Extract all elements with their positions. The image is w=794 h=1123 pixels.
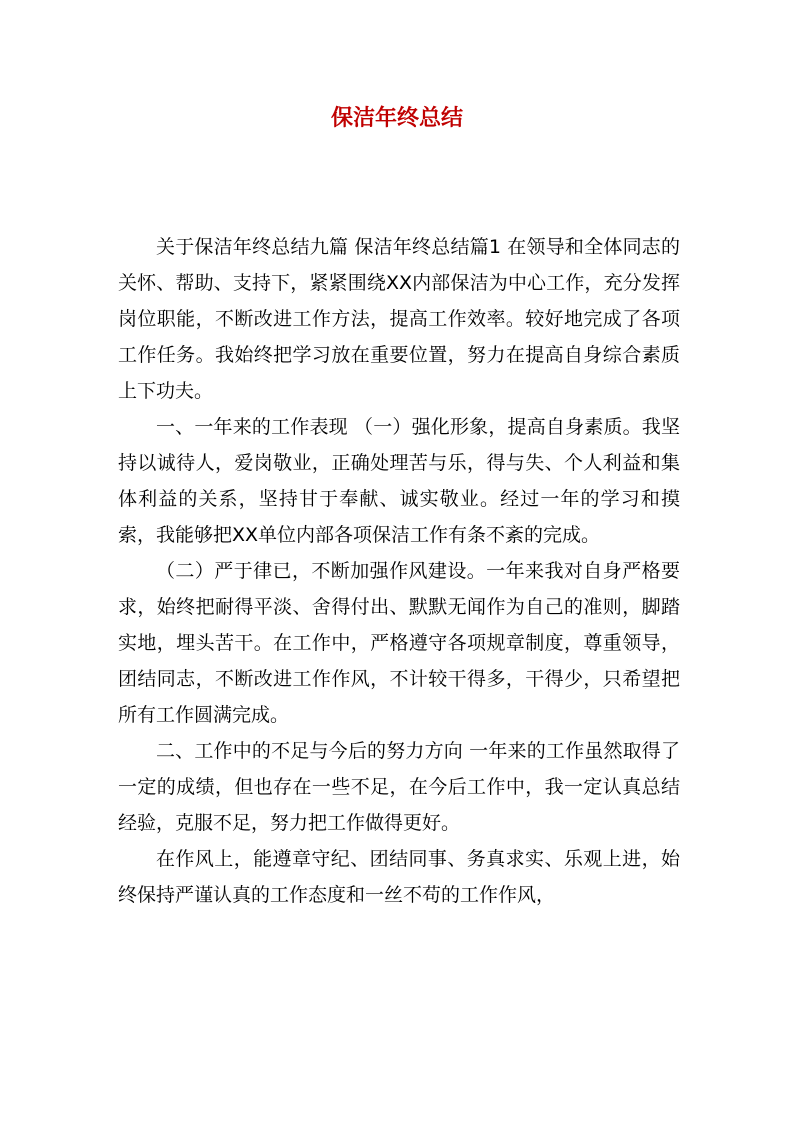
paragraph-section-two: 二、工作中的不足与今后的努力方向 一年来的工作虽然取得了一定的成绩，但也存在一些不足，在今后工作中，我一定认真总结经验，克服不足，努力把工作做得更好。 — [118, 740, 680, 834]
document-body — [118, 229, 680, 913]
paragraph-section-one: 一、一年来的工作表现 （一）强化形象，提高自身素质。我坚持以诚待人，爱岗敬业，正确处理苦与乐，得与失、个人利益和集体利益的关系，坚持甘于奉献、诚实敬业。经过一年的学习和摸索，我能够把XX单位内部各项保洁工作有条不紊的完成。 — [118, 416, 680, 546]
paragraph-work-style: 在作风上，能遵章守纪、团结同事、务真求实、乐观上进，始终保持严谨认真的工作态度和一丝不苟的工作作风， — [118, 848, 680, 906]
paragraph-intro: 关于保洁年终总结九篇 保洁年终总结篇1 在领导和全体同志的关怀、帮助、支持下，紧紧围绕XX内部保洁为中心工作，充分发挥岗位职能，不断改进工作方法，提高工作效率。较好地完成了各项工作任务。我始终把学习放在重要位置，努力在提高自身综合素质上下功夫。 — [118, 236, 680, 402]
paragraph-self-discipline: （二）严于律已，不断加强作风建设。一年来我对自身严格要求，始终把耐得平淡、舍得付出、默默无闻作为自己的准则，脚踏实地，埋头苦干。在工作中，严格遵守各项规章制度，尊重领导，团结同志，不断改进工作作风，不计较干得多，干得少，只希望把所有工作圆满完成。 — [118, 560, 680, 726]
document-title: 保洁年终总结 — [330, 105, 463, 131]
